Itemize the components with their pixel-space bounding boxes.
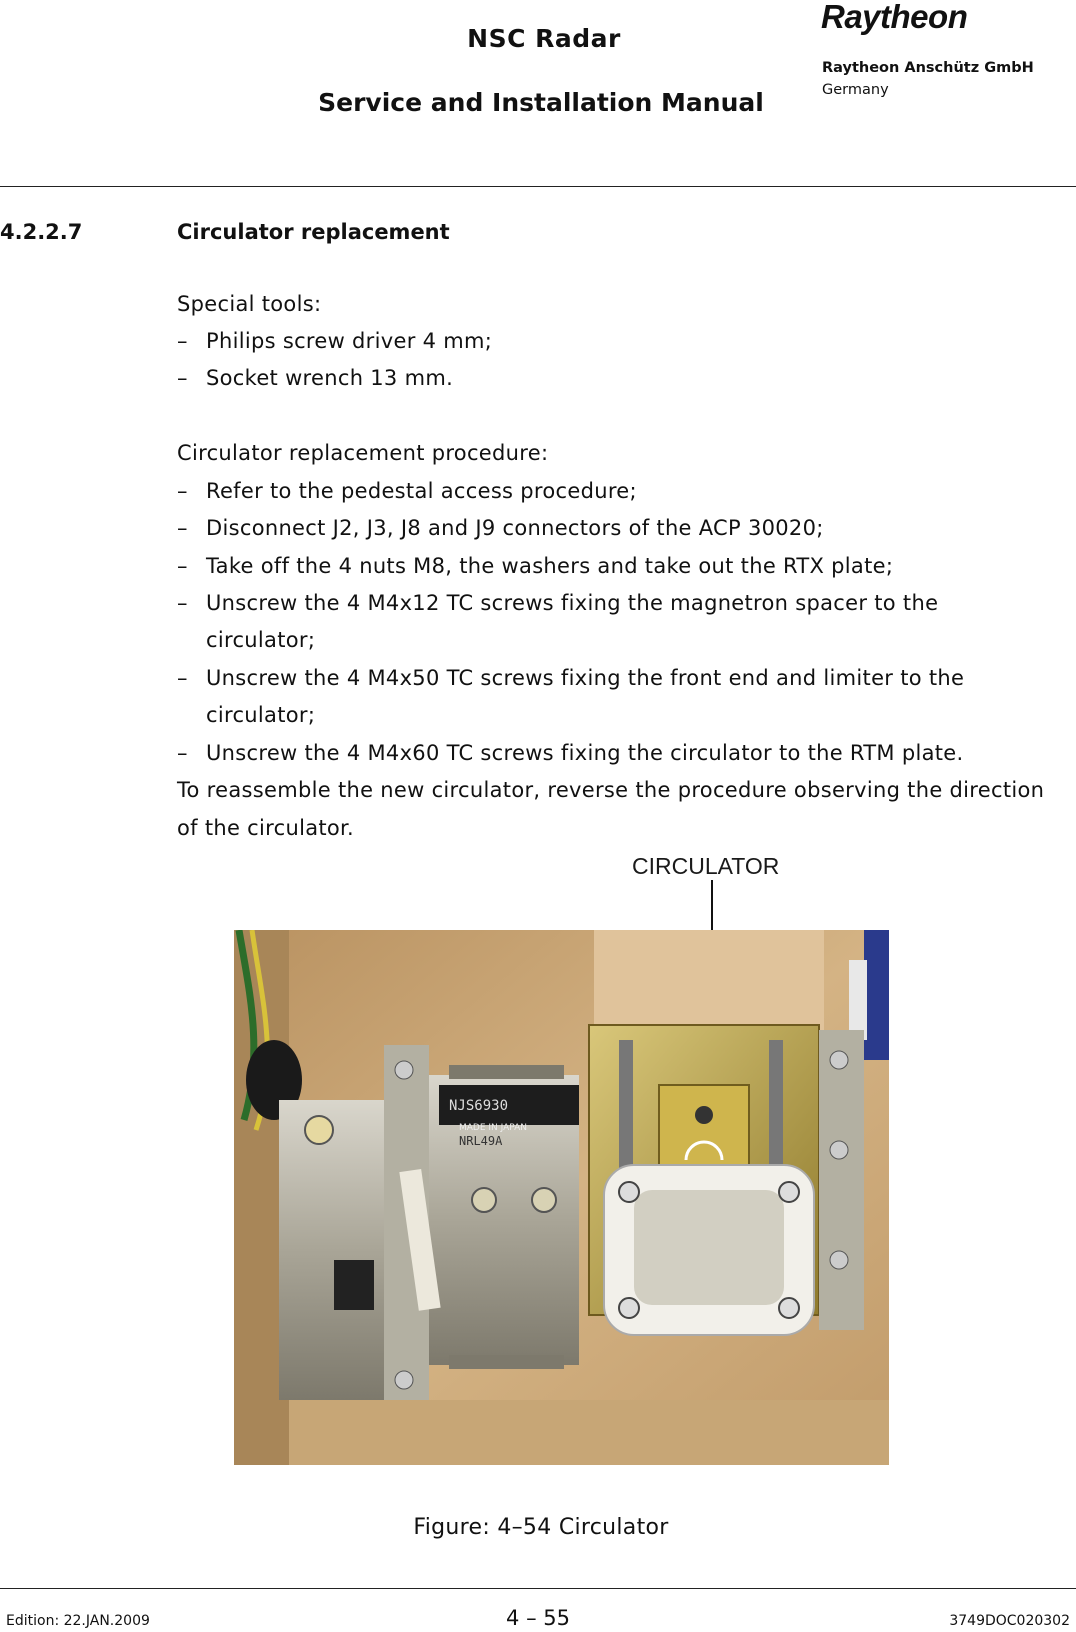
tool-item: Philips screw driver 4 mm; — [206, 329, 493, 353]
made-in-label-text: MADE IN JAPAN — [459, 1123, 528, 1133]
figure-caption: Figure: 4–54 Circulator — [413, 1515, 669, 1540]
document-title: NSC Radar — [467, 24, 621, 53]
list-dash: – — [177, 554, 188, 578]
procedure-step: Unscrew the 4 M4x12 TC screws fixing the magnetron spacer to the — [206, 591, 939, 615]
list-dash: – — [177, 666, 188, 690]
list-dash: – — [177, 516, 188, 540]
company-country: Germany — [822, 82, 889, 98]
closing-paragraph-line2: of the circulator. — [177, 816, 355, 840]
company-name: Raytheon Anschütz GmbH — [822, 60, 1034, 76]
njs-label-text: NJS6930 — [449, 1098, 509, 1114]
list-dash: – — [177, 329, 188, 353]
procedure-step-continued: circulator; — [206, 703, 316, 727]
closing-paragraph-line1: To reassemble the new circulator, reverse the procedure observing the direction — [177, 778, 1045, 802]
section-number: 4.2.2.7 — [0, 220, 83, 244]
page-number: 4 – 55 — [506, 1606, 570, 1630]
procedure-step: Take off the 4 nuts M8, the washers and take out the RTX plate; — [206, 554, 894, 578]
circulator-callout-label: CIRCULATOR — [632, 853, 780, 879]
procedure-heading: Circulator replacement procedure: — [177, 441, 549, 465]
list-dash: – — [177, 479, 188, 503]
list-dash: – — [177, 591, 188, 615]
circulator-photo — [234, 930, 889, 1465]
procedure-step: Unscrew the 4 M4x50 TC screws fixing the front end and limiter to the — [206, 666, 965, 690]
tools-heading: Special tools: — [177, 292, 322, 316]
procedure-step-continued: circulator; — [206, 628, 316, 652]
list-dash: – — [177, 366, 188, 390]
section-title: Circulator replacement — [177, 220, 450, 244]
procedure-step: Disconnect J2, J3, J8 and J9 connectors of the ACP 30020; — [206, 516, 824, 540]
edition-date: Edition: 22.JAN.2009 — [6, 1613, 150, 1629]
document-subtitle: Service and Installation Manual — [318, 88, 764, 117]
procedure-step: Unscrew the 4 M4x60 TC screws fixing the circulator to the RTM plate. — [206, 741, 964, 765]
procedure-step: Refer to the pedestal access procedure; — [206, 479, 637, 503]
list-dash: – — [177, 741, 188, 765]
model-label-text: NRL49A — [459, 1134, 503, 1148]
footer-rule — [0, 1588, 1076, 1589]
header-rule — [0, 186, 1076, 187]
document-id: 3749DOC020302 — [949, 1613, 1070, 1629]
tool-item: Socket wrench 13 mm. — [206, 366, 454, 390]
raytheon-logo: Raytheon — [821, 0, 968, 35]
